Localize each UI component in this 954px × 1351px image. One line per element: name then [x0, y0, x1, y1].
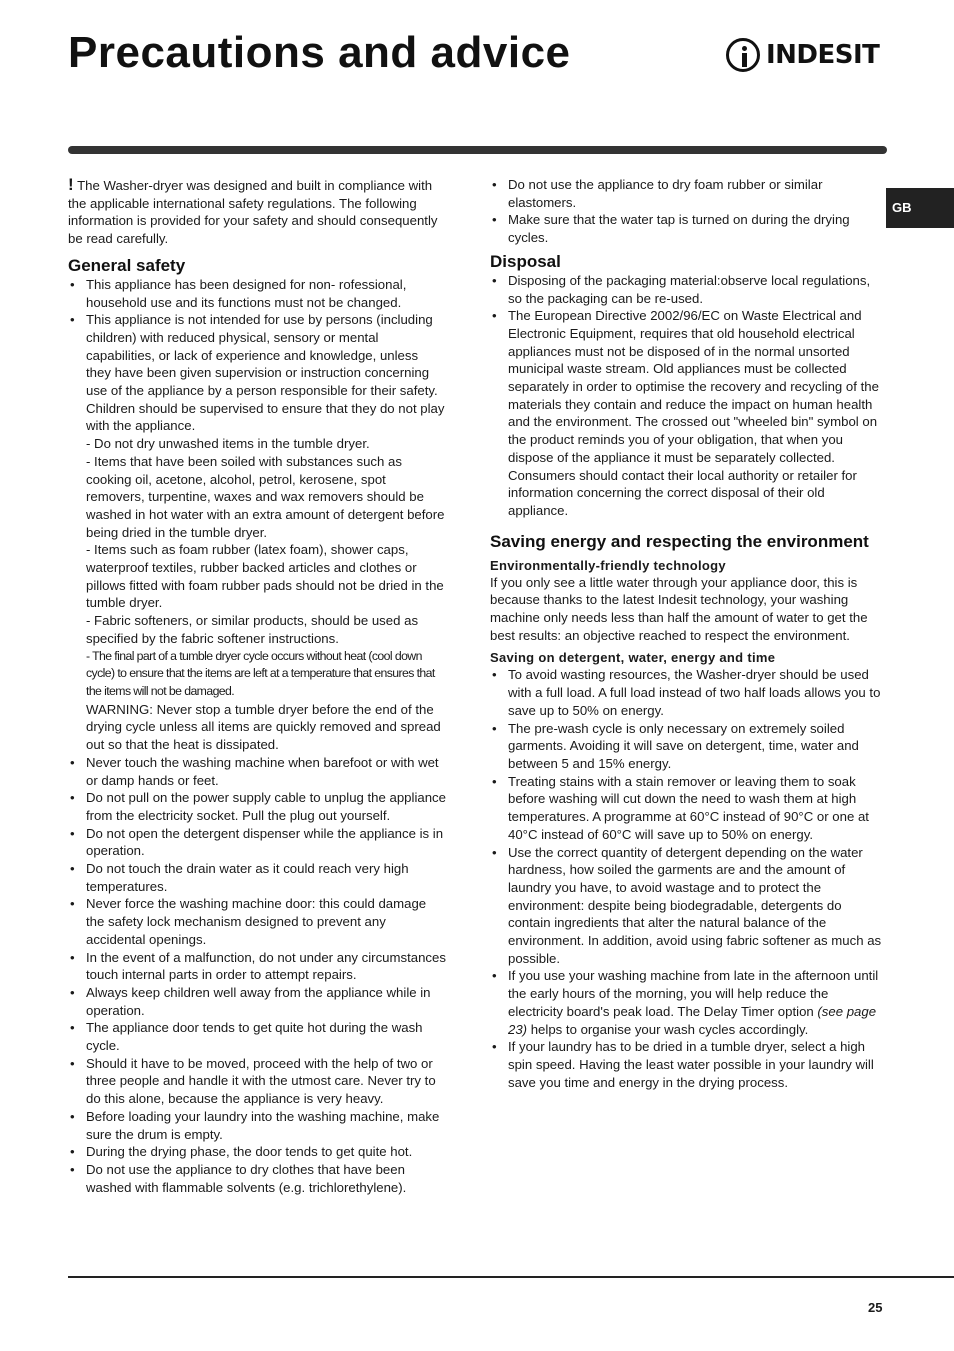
general-safety-list	[68, 276, 446, 1197]
list-subitem: - Items that have been soiled with substances such as cooking oil, acetone, alcohol, petrol, kerosene, spot removers, turpentine, waxes and wax removers should be washed in hot water with an extra amount of detergent before being dried in the tumble dryer.	[86, 453, 445, 540]
saving-subheading: Saving on detergent, water, energy and time	[490, 650, 776, 666]
list-item: • Do not pull on the power supply cable to unplug the appliance from the electricity socket. Pull the plug out yourself.	[68, 789, 446, 824]
list-item	[68, 311, 446, 754]
list-item: • Do not use the appliance to dry clothes that have been washed with flammable solvents (e.g. trichlorethylene).	[68, 1161, 446, 1196]
list-item	[490, 967, 882, 1038]
language-tab: GB	[886, 188, 954, 228]
eco-tech-paragraph: If you only see a little water through your appliance door, this is because thanks to the latest Indesit technology, your washing machine only needs less than half the amount of water to get the best results: an objective reached to respect the environment.	[490, 574, 868, 643]
list-item: • During the drying phase, the door tends to get quite hot.	[68, 1143, 446, 1161]
list-item	[490, 307, 882, 519]
list-item: • Treating stains with a stain remover or leaving them to soak before washing will cut down the need to wash them at high temperatures. A programme at 60°C instead of 90°C or one at 40°C instead of 60°C will save up to 50% on energy.	[490, 773, 882, 844]
warning-mark: !	[68, 175, 74, 194]
right-column	[490, 176, 882, 1091]
brand-name: INDESIT	[766, 40, 880, 70]
list-item: • Never touch the washing machine when barefoot or with wet or damp hands or feet.	[68, 754, 446, 789]
list-subitem: - The final part of a tumble dryer cycle occurs without heat (cool down cycle) to ensure that the items are left at a temperature that ensures that the items will not be damaged.	[86, 648, 435, 698]
list-item-text: • The European Directive 2002/96/EC on Waste Electrical and Electronic Equipment, requires that old household electrical appliances must not be disposed of in the normal unsorted municipal waste stream. Old appliances must be collected separately in order to optimise the recovery and recycling of the materials they contain and reduce the impact on human health and the environment. The crossed out "wheeled bin" symbol on the product reminds you of your obligation, that when you dispose of the appliance it must be separately collected.	[508, 308, 879, 465]
energy-heading: Saving energy and respecting the environment	[490, 531, 869, 551]
brand-i-icon	[726, 38, 760, 72]
list-item: • This appliance has been designed for non- rofessional, household use and its functions must not be changed.	[68, 276, 446, 311]
list-item: • Disposing of the packaging material:observe local regulations, so the packaging can be re-used.	[490, 272, 882, 307]
page-number: 25	[868, 1300, 883, 1315]
list-item: • Never force the washing machine door: this could damage the safety lock mechanism designed to prevent any accidental openings.	[68, 895, 446, 948]
list-item-text: Consumers should contact their local authority or retailer for information concerning the correct disposal of their old appliance.	[508, 467, 857, 518]
eco-tech-subheading: Environmentally-friendly technology	[490, 557, 726, 573]
list-item: • Use the correct quantity of detergent depending on the water hardness, how soiled the garments are and the amount of laundry you have, to avoid wastage and to protect the environment: despite being biodegradable, detergents do contain ingredients that alter the natural balance of the environment. In addition, avoid using fabric softener as much as possible.	[490, 844, 882, 968]
general-safety-heading: General safety	[68, 255, 186, 275]
intro-paragraph	[68, 176, 446, 248]
list-item: • To avoid wasting resources, the Washer-dryer should be used with a full load. A full load instead of two half loads allows you to save up to 50% on energy.	[490, 666, 882, 719]
drying-list	[490, 176, 882, 247]
list-item: • In the event of a malfunction, do not under any circumstances touch internal parts in order to attempt repairs.	[68, 949, 446, 984]
brand-logo	[726, 34, 879, 76]
left-column	[68, 176, 446, 1196]
page-title: Precautions and advice	[68, 28, 571, 77]
list-subitem: - Do not dry unwashed items in the tumble dryer.	[86, 436, 370, 452]
list-item: • Always keep children well away from the appliance while in operation.	[68, 984, 446, 1019]
disposal-heading: Disposal	[490, 251, 561, 271]
list-item: • The appliance door tends to get quite hot during the wash cycle.	[68, 1019, 446, 1054]
list-subitem: - Items such as foam rubber (latex foam), shower caps, waterproof textiles, rubber backed articles and clothes or pillows fitted with foam rubber pads should not be dried in the tumble dryer.	[86, 542, 444, 611]
warning-text: WARNING: Never stop a tumble dryer before the end of the drying cycle unless all items are quickly removed and spread out so that the heat is dissipated.	[86, 701, 441, 753]
list-item-text: If you use your washing machine from late in the afternoon until the early hours of the morning, you will help reduce the electricity board's peak load. The Delay Timer option	[508, 968, 879, 1019]
list-item: • Do not use the appliance to dry foam rubber or similar elastomers.	[490, 176, 882, 211]
list-item: • The pre-wash cycle is only necessary on extremely soiled garments. Avoiding it will save on detergent, time, water and between 5 and 15% energy.	[490, 720, 882, 773]
list-item-text: helps to organise your wash cycles accordingly.	[527, 1021, 809, 1037]
list-item: • If your laundry has to be dried in a tumble dryer, select a high spin speed. Having the least water possible in your laundry will save you time and energy in the drying process.	[490, 1038, 882, 1091]
intro-text: The Washer-dryer was designed and built in compliance with the applicable international safety regulations. The following information is provided for your safety and should consequently be read carefully.	[68, 178, 438, 247]
disposal-list	[490, 272, 882, 520]
list-item: • Before loading your laundry into the washing machine, make sure the drum is empty.	[68, 1108, 446, 1143]
list-item: • Do not open the detergent dispenser while the appliance is in operation.	[68, 825, 446, 860]
page-reference: (see page 23)	[508, 1003, 877, 1037]
footer-divider	[68, 1276, 954, 1278]
list-subitem: - Fabric softeners, or similar products, should be used as specified by the fabric softener instructions.	[86, 613, 419, 646]
list-item: • Do not touch the drain water as it could reach very high temperatures.	[68, 860, 446, 895]
saving-list	[490, 666, 882, 1091]
list-item-text: • This appliance is not intended for use by persons (including children) with reduced physical, sensory or mental capabilities, or lack of experience and knowledge, unless they have been given supervision or instruction concerning use of the appliance by a person responsible for their safety. Children should be supervised to ensure that they do not play with the appliance.	[86, 312, 445, 434]
list-item: • Make sure that the water tap is turned on during the drying cycles.	[490, 211, 882, 246]
list-item: • Should it have to be moved, proceed with the help of two or three people and handle it with the utmost care. Never try to do this alone, because the appliance is very heavy.	[68, 1055, 446, 1108]
header-divider	[68, 146, 887, 154]
